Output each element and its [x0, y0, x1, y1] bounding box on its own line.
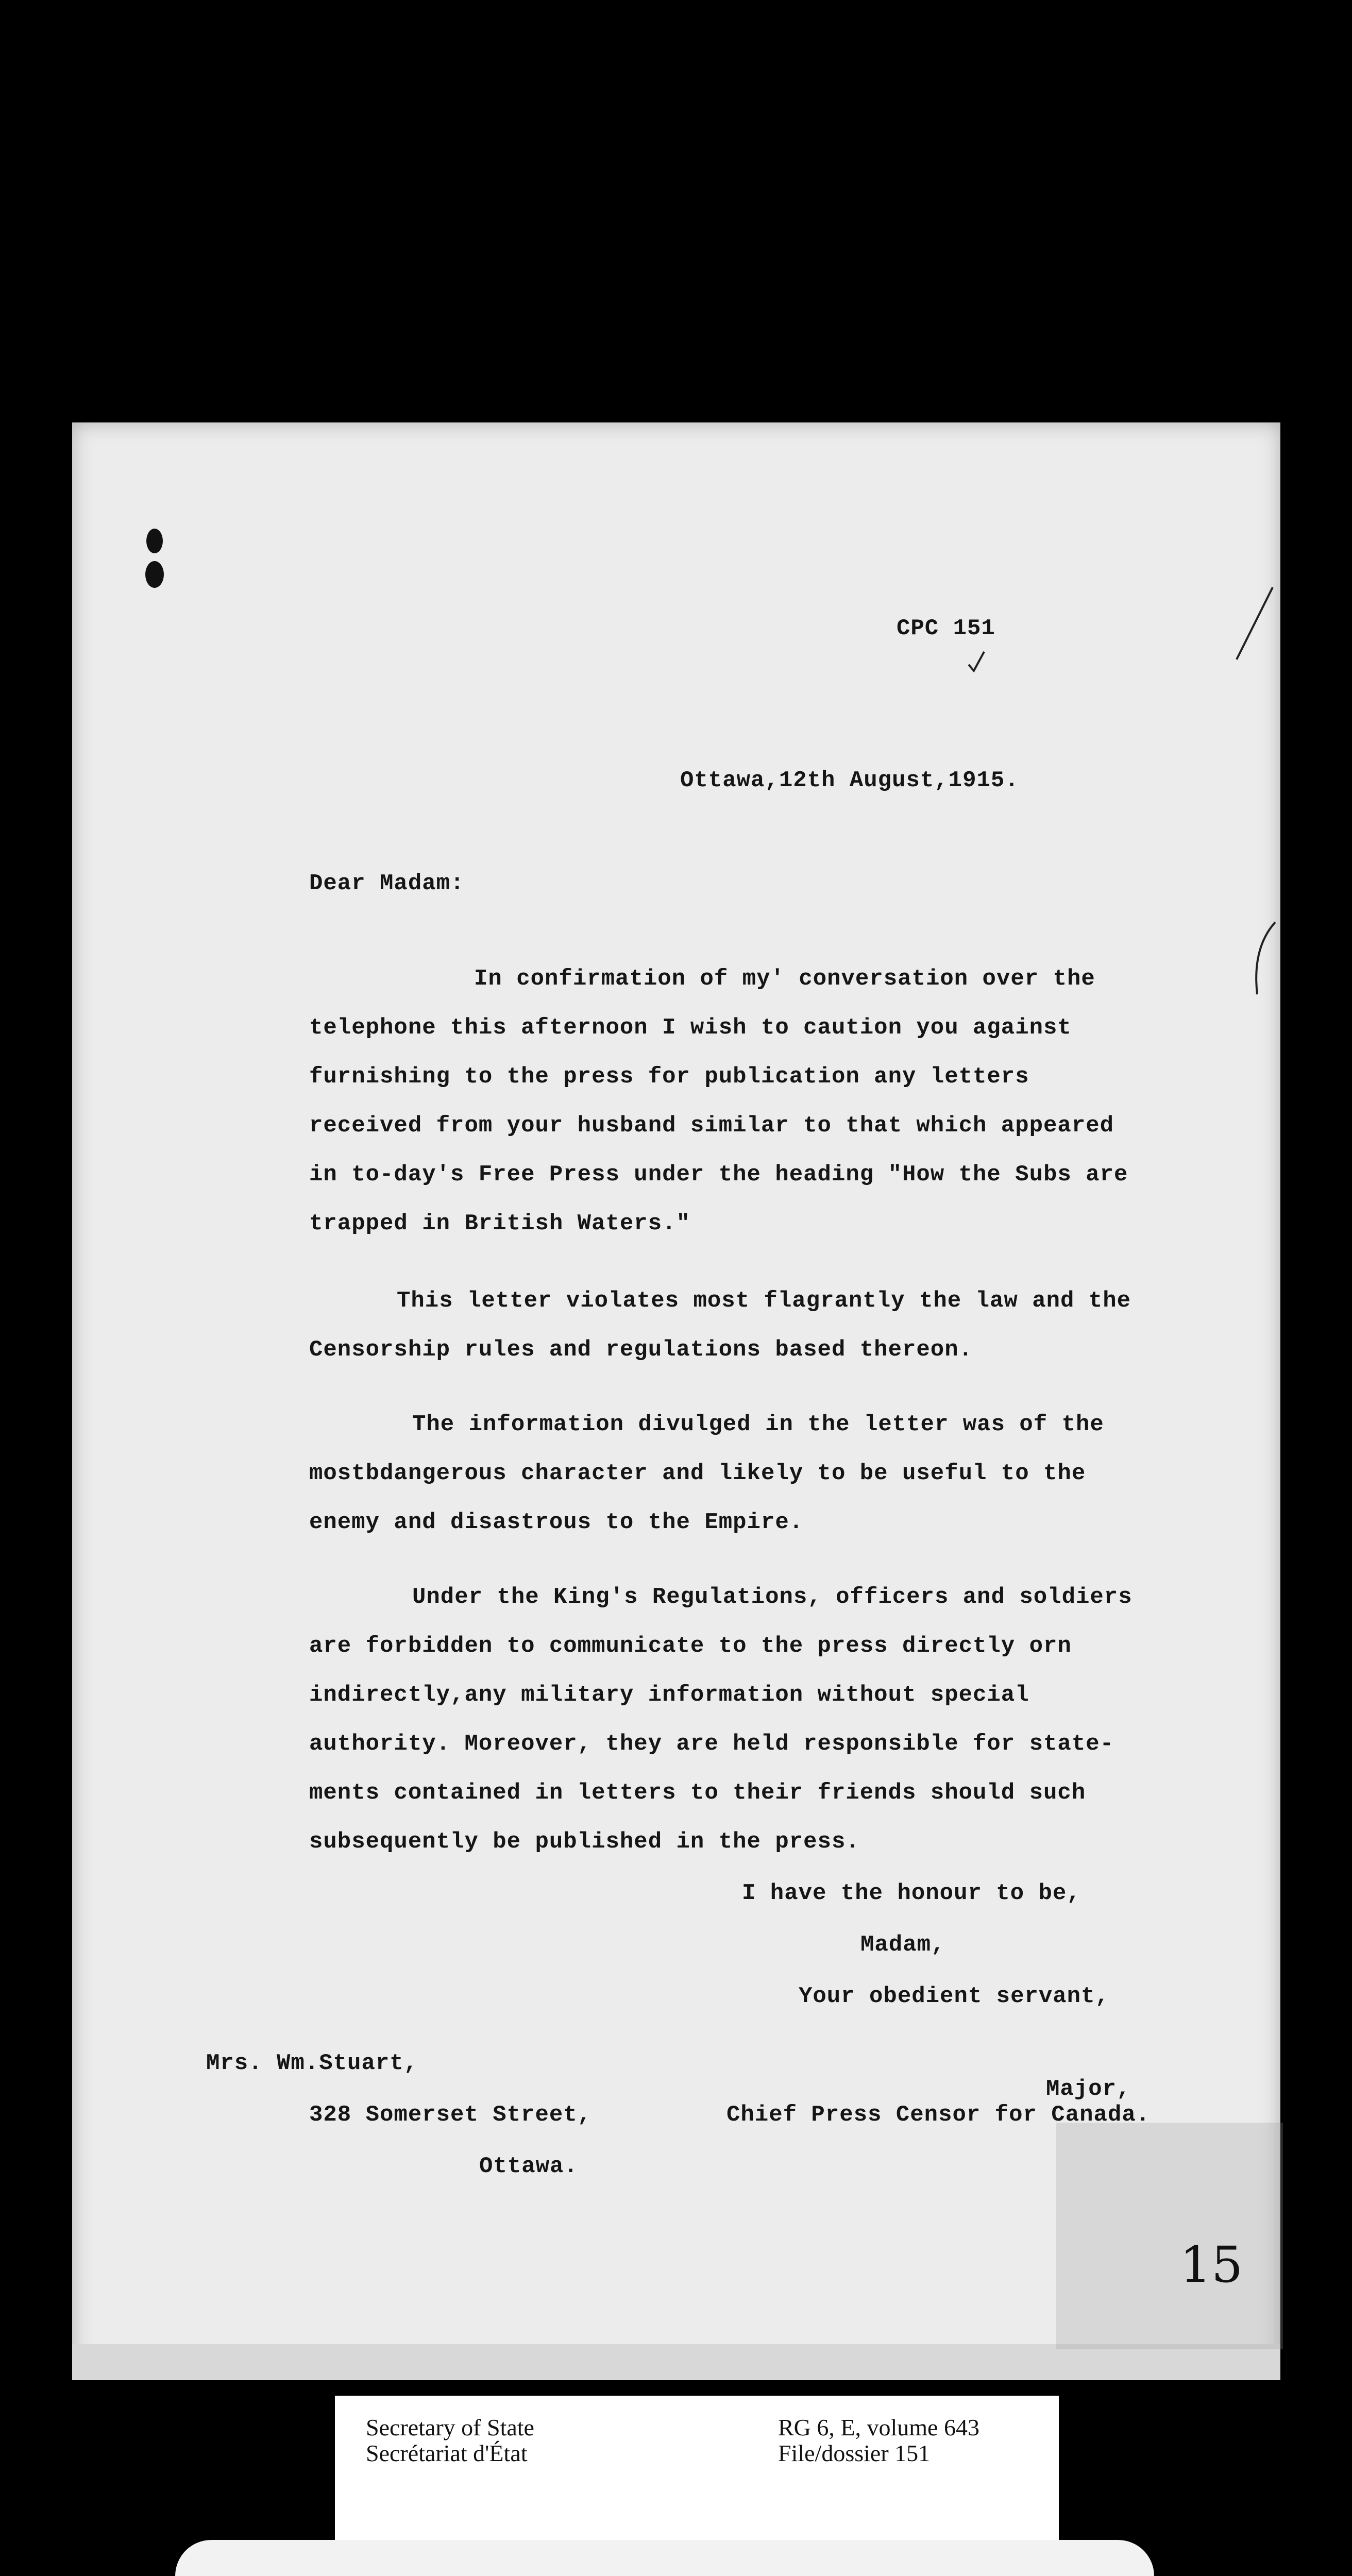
body-line: trapped in British Waters." — [309, 1211, 690, 1236]
body-line: telephone this afternoon I wish to caution you against — [309, 1015, 1072, 1041]
body-line: Under the King's Regulations, officers and soldiers — [412, 1584, 1133, 1610]
body-line: enemy and disastrous to the Empire. — [309, 1510, 804, 1535]
body-line: mostbdangerous character and likely to be useful to the — [309, 1461, 1086, 1486]
recipient-street: 328 Somerset Street, — [309, 2102, 592, 2128]
recipient-city: Ottawa. — [479, 2154, 578, 2179]
body-line: In confirmation of my' conversation over the — [474, 966, 1095, 992]
body-line: are forbidden to communicate to the press directly orn — [309, 1633, 1072, 1659]
body-line: subsequently be published in the press. — [309, 1829, 860, 1855]
punch-hole-icon — [139, 526, 170, 598]
check-mark-icon — [966, 649, 987, 675]
department-fr: Secrétariat d'État — [366, 2440, 528, 2466]
file-reference: CPC 151 — [897, 616, 995, 641]
pencil-stroke-icon — [1226, 582, 1278, 675]
closing-line: Your obedient servant, — [799, 1984, 1109, 2009]
sheet-edge — [72, 2344, 1280, 2380]
signer-title: Chief Press Censor for Canada. — [726, 2102, 1151, 2128]
archive-reference-card — [335, 2396, 1059, 2555]
stain-patch — [1056, 2123, 1283, 2349]
archive-stamp — [175, 2540, 1154, 2576]
body-line: furnishing to the press for publication any letters — [309, 1064, 1029, 1090]
body-line: authority. Moreover, they are held responsible for state- — [309, 1731, 1114, 1757]
body-line: ments contained in letters to their friends should such — [309, 1780, 1086, 1806]
body-line: in to-day's Free Press under the heading "How the Subs are — [309, 1162, 1128, 1188]
place-date: Ottawa,12th August,1915. — [680, 768, 1019, 793]
body-line: The information divulged in the letter was of the — [412, 1412, 1104, 1437]
page-number: 15 — [1180, 2236, 1243, 2294]
body-line: indirectly,any military information without special — [309, 1682, 1029, 1708]
body-line: This letter violates most flagrantly the law and the — [397, 1288, 1131, 1314]
closing-line: I have the honour to be, — [742, 1880, 1081, 1906]
closing-line: Madam, — [860, 1932, 945, 1958]
body-line: received from your husband similar to that which appeared — [309, 1113, 1114, 1139]
salutation: Dear Madam: — [309, 871, 465, 896]
department-en: Secretary of State — [366, 2414, 534, 2441]
recipient-name: Mrs. Wm.Stuart, — [206, 2050, 418, 2076]
body-line: Censorship rules and regulations based thereon. — [309, 1337, 973, 1363]
file-ref: File/dossier 151 — [778, 2440, 931, 2466]
margin-bracket-icon — [1247, 917, 1278, 999]
volume-ref: RG 6, E, volume 643 — [778, 2414, 979, 2441]
signer-rank: Major, — [1046, 2076, 1131, 2102]
